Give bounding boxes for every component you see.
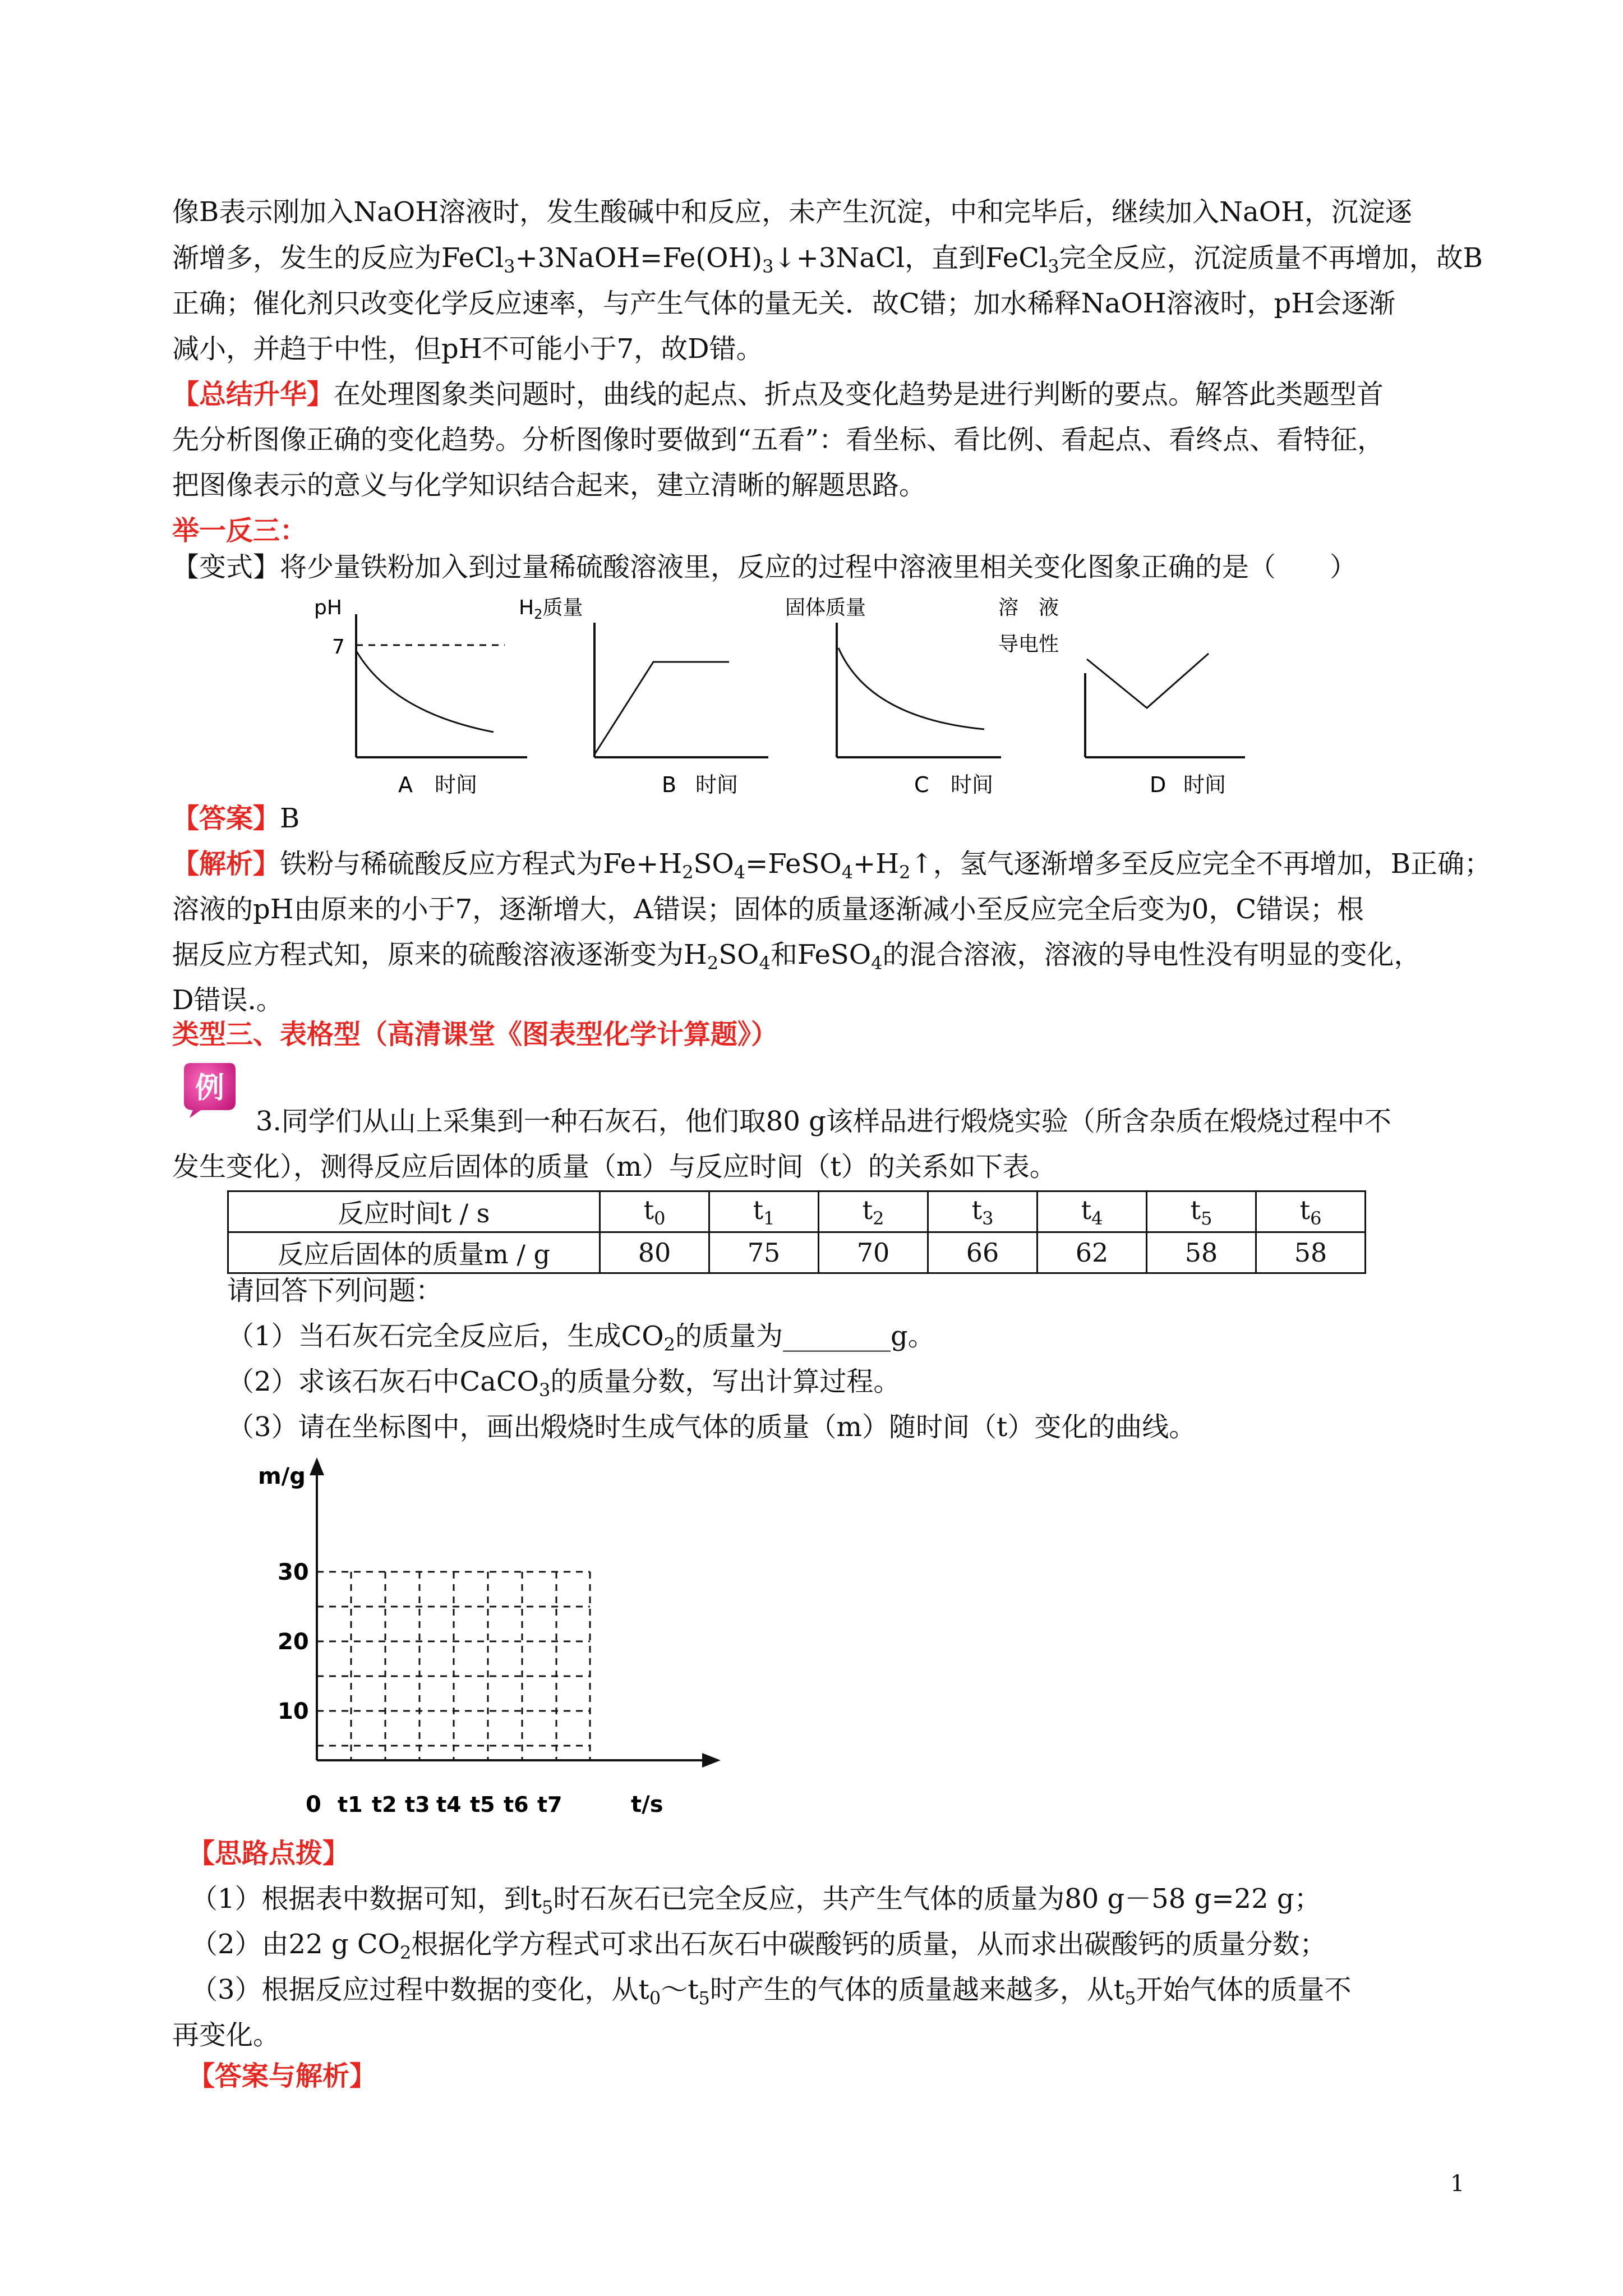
table-mass-cell: 58 [1256,1232,1366,1273]
graph-a-letter: A [398,772,413,797]
graph-b [519,596,768,797]
questions-intro: 请回答下列问题： [227,1275,443,1306]
table-time-cell: $t_3$ [928,1191,1038,1232]
table-time-cell: $t_1$ [709,1191,819,1232]
graph-c [785,596,1001,797]
grid-xtick: t1 [338,1792,363,1817]
table-time-cell: $t_0$ [600,1191,709,1232]
grid-xtick: t7 [537,1792,562,1817]
grid-xtick: t4 [436,1792,462,1817]
graph-a-ylabel: pH [314,596,342,619]
summary-line-3: 把图像表示的意义与化学知识结合起来，建立清晰的解题思路。 [172,470,926,501]
analysis-tag: 【解析】 [172,848,280,880]
graph-b-letter: B [662,772,677,797]
grid-xtick: t5 [470,1792,495,1817]
graph-d-xlabel: 时间 [1183,772,1227,797]
hint-2: （2）由22 g $CO_2$根据化学方程式可求出石灰石中碳酸钙的质量，从而求出碳酸钙的质量分数； [191,1929,1327,1963]
example-badge [178,1059,239,1120]
answer-tag: 【答案】 [172,803,280,834]
intro-line-4: 减小，并趋于中性，但pH不可能小于7，故D错。 [172,333,763,365]
table-mass-cell: 75 [709,1232,819,1273]
grid-xlabel: t/s [631,1792,663,1818]
analysis-line-1: 【解析】铁粉与稀硫酸反应方程式为$Fe+H_2SO_4=FeSO_4+H_2↑$，氢气逐渐增多至反应完全不再增加，B正确； [172,848,1491,883]
hint-3: （3）根据反应过程中数据的变化，从$t_0\sim t_5$时产生的气体的质量越来越多，从$t_5$开始气体的质量不 [191,1974,1352,2009]
summary-tag: 【总结升华】 [172,379,334,410]
grid-ytick-30: 30 [278,1559,309,1585]
answer-value: B [280,803,300,834]
option-graphs [303,589,1256,802]
grid-ytick-20: 20 [278,1629,309,1655]
practice-question: 【变式】将少量铁粉加入到过量稀硫酸溶液里，反应的过程中溶液里相关变化图象正确的是（ ） [172,551,1357,583]
graph-d-ylabel-2: 导电性 [998,633,1059,656]
table-row [228,1232,1366,1273]
practice-heading: 举一反三： [172,515,307,546]
table-time-cell: $t_5$ [1147,1191,1256,1232]
hints-tag: 【思路点拨】 [188,1838,350,1869]
table-row [228,1191,1366,1232]
table-time-cell: $t_6$ [1256,1191,1366,1232]
page-number: 1 [1450,2171,1465,2197]
analysis-line-3: 据反应方程式知，原来的硫酸溶液逐渐变为$H_2SO_4$和FeSO$_4$的混合溶液，溶液的导电性没有明显的变化， [172,939,1421,974]
graph-b-xlabel: 时间 [695,772,739,797]
example-line-1: 3.同学们从山上采集到一种石灰石，他们取80 g该样品进行煅烧实验（所含杂质在煅烧过程中不 [256,1106,1391,1137]
grid-ylabel: m/g [258,1464,306,1489]
question-1: （1）当石灰石完全反应后，生成$CO_2$的质量为________g。 [227,1320,935,1355]
intro-line-3: 正确；催化剂只改变化学反应速率，与产生气体的量无关．故C错；加水稀释NaOH溶液时，pH会逐渐 [172,288,1396,319]
grid-origin: 0 [306,1792,321,1818]
graph-a [314,596,527,797]
table-mass-cell: 70 [819,1232,928,1273]
hint-1: （1）根据表中数据可知，到$t_5$时石灰石已完全反应，共产生气体的质量为80 g－58 g=22 g； [191,1883,1321,1918]
graph-d-letter: D [1150,772,1166,797]
data-table [227,1190,1366,1274]
table-time-cell: $t_4$ [1038,1191,1147,1232]
table-mass-cell: 58 [1147,1232,1256,1273]
analysis-line-2: 溶液的pH由原来的小于7，逐渐增大，A错误；固体的质量逐渐减小至反应完全后变为0，C错误；根 [172,894,1364,925]
graph-a-xlabel: 时间 [435,772,478,797]
svg-text:例: 例 [195,1071,225,1105]
graph-c-ylabel: 固体质量 [785,596,866,619]
table-time-cell: $t_2$ [819,1191,928,1232]
summary-line-2: 先分析图像正确的变化趋势。分析图像时要做到“五看”：看坐标、看比例、看起点、看终点、看特征， [172,424,1385,455]
intro-line-2: 渐增多，发生的反应为$FeCl_3+3NaOH=Fe(OH)_3↓+3NaCl$，直到FeCl$_3$完全反应，沉淀质量不再增加，故B [172,242,1483,277]
summary-line-1: 【总结升华】在处理图象类问题时，曲线的起点、折点及变化趋势是进行判断的要点。解答此类题型首 [172,379,1384,410]
graph-d [998,596,1245,797]
graph-a-ytick: 7 [332,636,345,659]
table-row-label: 反应后固体的质量m / g [228,1232,600,1273]
grid-xtick: t3 [405,1792,430,1817]
graph-c-xlabel: 时间 [951,772,994,797]
table-mass-cell: 66 [928,1232,1038,1273]
example-line-2: 发生变化），测得反应后固体的质量（m）与反应时间（t）的关系如下表。 [172,1151,1057,1182]
hint-4: 再变化。 [172,2019,280,2051]
graph-d-ylabel-1: 溶 液 [998,596,1059,619]
analysis-line-4: D错误.。 [172,984,283,1016]
graph-b-ylabel: $H_2$质量 [519,596,583,622]
grid-ytick-10: 10 [278,1699,309,1724]
graph-c-letter: C [914,772,929,797]
table-mass-cell: 80 [600,1232,709,1273]
type3-heading: 类型三、表格型（高清课堂《图表型化学计算题》） [172,1019,778,1050]
table-mass-cell: 62 [1038,1232,1147,1273]
table-header-label: 反应时间t / s [228,1191,600,1232]
question-3: （3）请在坐标图中，画出煅烧时生成气体的质量（m）随时间（t）变化的曲线。 [227,1411,1196,1443]
grid-xtick: t6 [504,1792,529,1817]
answer-line [172,798,299,839]
answer-analysis-tag: 【答案与解析】 [188,2060,377,2092]
coordinate-grid [247,1453,729,1823]
intro-line-1: 像B表示刚加入NaOH溶液时，发生酸碱中和反应，未产生沉淀，中和完毕后，继续加入NaOH，沉淀逐 [172,196,1412,228]
question-2: （2）求该石灰石中CaCO$_3$的质量分数，写出计算过程。 [227,1366,901,1401]
grid-xtick: t2 [372,1792,397,1817]
